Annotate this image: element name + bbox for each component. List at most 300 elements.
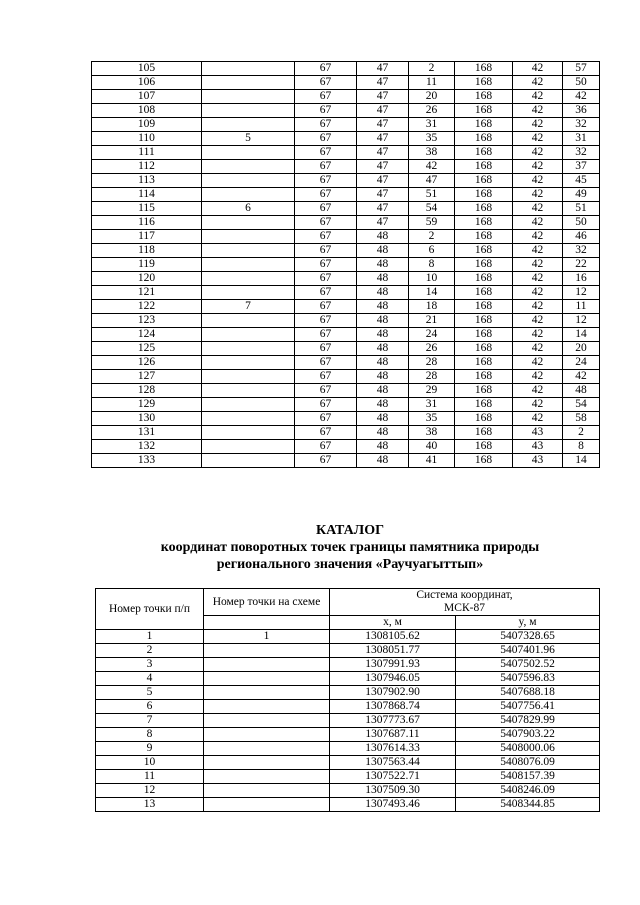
table-cell: 28 [409,370,455,384]
table-cell: 106 [92,76,202,90]
table-cell [202,160,295,174]
header-system-line1: Система координат, [416,589,513,601]
table-cell: 67 [295,314,357,328]
table-cell: 14 [563,328,600,342]
table-cell: 168 [455,62,513,76]
table-cell: 168 [455,132,513,146]
table-cell: 5407903.22 [456,728,600,742]
table-cell [202,412,295,426]
table-cell: 124 [92,328,202,342]
table-cell: 42 [513,356,563,370]
table-cell: 1 [204,630,330,644]
table-cell: 168 [455,272,513,286]
table-cell: 122 [92,300,202,314]
table-cell: 42 [513,286,563,300]
table-cell: 48 [357,412,409,426]
table-cell: 59 [409,216,455,230]
table-cell: 28 [409,356,455,370]
table-cell: 1 [96,630,204,644]
table-cell: 12 [96,784,204,798]
table-cell: 42 [513,76,563,90]
table-cell: 67 [295,118,357,132]
header-scheme-number: Номер точки на схеме [204,589,330,616]
table-cell: 48 [357,440,409,454]
table-cell [202,104,295,118]
table-cell: 47 [357,188,409,202]
table-cell: 168 [455,286,513,300]
table-cell: 168 [455,356,513,370]
table-cell: 168 [455,244,513,258]
table-cell: 42 [513,146,563,160]
table-cell: 6 [96,700,204,714]
table-row [92,174,600,188]
table-cell [202,90,295,104]
table-cell: 168 [455,412,513,426]
table-cell: 168 [455,300,513,314]
table-cell: 29 [409,384,455,398]
table-cell: 48 [357,244,409,258]
table-cell: 11 [563,300,600,314]
table-row [92,426,600,440]
table-cell: 5407829.99 [456,714,600,728]
table-cell [204,658,330,672]
table-cell: 48 [357,454,409,468]
table-cell: 42 [513,328,563,342]
table-cell: 4 [96,672,204,686]
table-cell: 67 [295,426,357,440]
table-cell: 24 [563,356,600,370]
table-cell: 3 [96,658,204,672]
table-cell: 67 [295,174,357,188]
table-cell: 45 [563,174,600,188]
table-cell: 26 [409,104,455,118]
table-cell: 14 [563,454,600,468]
table-cell: 50 [563,76,600,90]
table-cell: 42 [513,300,563,314]
table-cell: 36 [563,104,600,118]
table-cell: 47 [357,160,409,174]
table-row [96,644,600,658]
table-cell: 168 [455,454,513,468]
table-cell: 67 [295,328,357,342]
table-cell: 32 [563,118,600,132]
table-cell: 67 [295,412,357,426]
table-cell: 168 [455,426,513,440]
table-cell: 5 [202,132,295,146]
table-row [96,798,600,812]
table-cell: 116 [92,216,202,230]
table-cell: 117 [92,230,202,244]
table-cell: 37 [563,160,600,174]
table-cell: 168 [455,104,513,118]
table-cell: 18 [409,300,455,314]
table-cell [202,272,295,286]
table-cell: 67 [295,230,357,244]
table-cell: 115 [92,202,202,216]
table-cell: 50 [563,216,600,230]
table-row [92,90,600,104]
table-cell: 49 [563,188,600,202]
table-cell: 67 [295,132,357,146]
table-cell [204,700,330,714]
table-cell: 114 [92,188,202,202]
table-cell: 26 [409,342,455,356]
table-cell [202,258,295,272]
table-cell: 14 [409,286,455,300]
table-row [92,286,600,300]
table-cell: 48 [357,370,409,384]
table-row [92,118,600,132]
table-cell [202,62,295,76]
table-cell: 67 [295,188,357,202]
table-cell [202,370,295,384]
table-row [96,686,600,700]
table-cell: 168 [455,398,513,412]
header-scheme-blank [204,616,330,630]
table-cell [202,286,295,300]
table-row [96,770,600,784]
table-cell: 128 [92,384,202,398]
table-cell: 1307687.11 [330,728,456,742]
table-cell: 1307509.30 [330,784,456,798]
table-row [96,658,600,672]
table-cell: 168 [455,440,513,454]
table-row [92,244,600,258]
table-cell: 2 [409,230,455,244]
table-cell: 48 [357,230,409,244]
table-cell [202,216,295,230]
table-cell [202,384,295,398]
table-row [92,132,600,146]
table-cell: 48 [357,258,409,272]
table-row [92,342,600,356]
table-cell: 67 [295,356,357,370]
table-cell: 2 [409,62,455,76]
table-cell: 67 [295,370,357,384]
table-cell [204,784,330,798]
table-cell: 58 [563,412,600,426]
table-cell: 121 [92,286,202,300]
table-cell: 1307868.74 [330,700,456,714]
table-cell: 5408000.06 [456,742,600,756]
table-cell: 1307902.90 [330,686,456,700]
catalog-subtitle-line2: регионального значения «Раучуагыттып» [216,557,484,572]
table-cell: 31 [409,118,455,132]
table-cell: 48 [357,426,409,440]
table-cell: 48 [357,272,409,286]
table-cell: 168 [455,258,513,272]
table-cell: 7 [96,714,204,728]
table-cell [202,230,295,244]
table-cell: 40 [409,440,455,454]
header-x: x, м [330,616,456,630]
table-cell [204,714,330,728]
table-cell: 5408157.39 [456,770,600,784]
table-cell: 47 [409,174,455,188]
table-cell: 1308051.77 [330,644,456,658]
table-cell: 48 [357,342,409,356]
table-cell: 67 [295,76,357,90]
table-row [96,630,600,644]
table-cell: 67 [295,202,357,216]
table-cell [204,742,330,756]
table-row [96,700,600,714]
table-cell: 11 [96,770,204,784]
table-cell: 5407401.96 [456,644,600,658]
table-cell: 168 [455,188,513,202]
table-cell: 67 [295,160,357,174]
table-cell: 43 [513,426,563,440]
table-cell: 47 [357,104,409,118]
table-cell: 47 [357,118,409,132]
table-row [96,714,600,728]
table-cell: 168 [455,118,513,132]
table-cell: 16 [563,272,600,286]
table-cell: 48 [357,286,409,300]
table-cell [202,188,295,202]
table-cell: 2 [563,426,600,440]
table-cell: 108 [92,104,202,118]
table-row [92,76,600,90]
table-cell: 42 [513,412,563,426]
table-cell: 47 [357,76,409,90]
table-cell: 67 [295,440,357,454]
table-cell: 5408076.09 [456,756,600,770]
table-cell: 67 [295,286,357,300]
table-row [92,440,600,454]
table-cell: 42 [513,174,563,188]
table-cell [204,728,330,742]
header-coordinate-system [330,589,600,616]
table-row [92,146,600,160]
table-cell: 5407502.52 [456,658,600,672]
table-cell: 10 [409,272,455,286]
table-cell: 67 [295,62,357,76]
table-row [92,62,600,76]
table-cell [202,314,295,328]
table-cell: 42 [513,314,563,328]
table-cell: 31 [409,398,455,412]
table-cell: 131 [92,426,202,440]
table-cell [202,174,295,188]
table-row [92,454,600,468]
table-cell: 48 [357,314,409,328]
table-cell [202,146,295,160]
table-cell: 125 [92,342,202,356]
table-cell: 5408246.09 [456,784,600,798]
table-row [96,756,600,770]
table-cell: 168 [455,202,513,216]
table-cell: 54 [563,398,600,412]
table-cell: 20 [409,90,455,104]
table-cell: 42 [513,398,563,412]
table-cell: 48 [357,398,409,412]
table-row [92,412,600,426]
table-cell: 113 [92,174,202,188]
table-cell: 42 [513,370,563,384]
table-cell [204,756,330,770]
table-cell: 5 [96,686,204,700]
table-row [92,188,600,202]
table-cell: 13 [96,798,204,812]
table-cell [202,356,295,370]
table-cell: 67 [295,384,357,398]
table-cell: 5407756.41 [456,700,600,714]
table-row [92,160,600,174]
table-cell: 1307773.67 [330,714,456,728]
table-cell: 32 [563,146,600,160]
table-cell: 6 [202,202,295,216]
table-cell [202,76,295,90]
table-cell: 42 [513,216,563,230]
table-row [96,672,600,686]
table-cell: 43 [513,454,563,468]
table-cell: 129 [92,398,202,412]
table-cell: 67 [295,454,357,468]
table-row [92,314,600,328]
table-cell: 42 [513,104,563,118]
table-cell: 1307991.93 [330,658,456,672]
table-cell: 35 [409,132,455,146]
table-cell: 168 [455,146,513,160]
header-point-number: Номер точки п/п [96,589,204,630]
table-cell [204,798,330,812]
table-cell: 47 [357,202,409,216]
table-cell: 48 [357,300,409,314]
table-cell: 47 [357,62,409,76]
table-row [96,784,600,798]
table-cell [202,342,295,356]
table-row [92,356,600,370]
table-cell: 51 [563,202,600,216]
table-cell: 42 [513,118,563,132]
table-row [92,370,600,384]
table-cell: 6 [409,244,455,258]
table-cell: 107 [92,90,202,104]
table-cell: 46 [563,230,600,244]
table-cell: 109 [92,118,202,132]
coordinates-table-continued [91,61,600,468]
table-cell: 42 [513,230,563,244]
table-cell: 41 [409,454,455,468]
table-cell: 1307522.71 [330,770,456,784]
table-row [92,202,600,216]
catalog-table [95,588,600,812]
table-cell: 112 [92,160,202,174]
table-cell: 1307493.46 [330,798,456,812]
table-cell [204,672,330,686]
table-row [92,258,600,272]
table-cell: 5408344.85 [456,798,600,812]
table-cell: 1307614.33 [330,742,456,756]
table-row [92,104,600,118]
header-system-line2: МСК-87 [444,602,485,614]
table-cell: 130 [92,412,202,426]
table-cell: 67 [295,398,357,412]
table-cell: 105 [92,62,202,76]
table-cell [202,454,295,468]
table-cell: 67 [295,104,357,118]
table-cell: 67 [295,272,357,286]
table-cell: 168 [455,370,513,384]
table-cell: 47 [357,132,409,146]
table-cell: 8 [563,440,600,454]
table-cell: 48 [563,384,600,398]
table-cell: 168 [455,328,513,342]
table-cell: 1308105.62 [330,630,456,644]
header-y: y, м [456,616,600,630]
table-cell: 67 [295,300,357,314]
table-cell: 110 [92,132,202,146]
table-cell: 168 [455,314,513,328]
table-cell: 132 [92,440,202,454]
table-cell: 47 [357,174,409,188]
table-cell: 119 [92,258,202,272]
table-cell: 42 [563,370,600,384]
table-cell: 38 [409,146,455,160]
table-cell [202,440,295,454]
table-cell: 5407328.65 [456,630,600,644]
table-cell: 57 [563,62,600,76]
table-row [96,742,600,756]
table-cell: 1307563.44 [330,756,456,770]
table-cell: 67 [295,146,357,160]
table-cell: 22 [563,258,600,272]
table-cell: 67 [295,258,357,272]
table-cell [204,644,330,658]
table-cell: 31 [563,132,600,146]
table-cell: 42 [513,244,563,258]
table-cell: 5407688.18 [456,686,600,700]
table-cell: 9 [96,742,204,756]
catalog-title [60,522,640,573]
table-cell: 42 [563,90,600,104]
table-cell: 48 [357,356,409,370]
table-cell: 8 [409,258,455,272]
table-cell: 42 [513,258,563,272]
table-cell [202,244,295,258]
table-cell: 42 [513,342,563,356]
table-cell: 42 [513,62,563,76]
table-cell: 2 [96,644,204,658]
table-cell: 7 [202,300,295,314]
table-cell: 42 [513,160,563,174]
table-cell: 168 [455,342,513,356]
table-cell: 24 [409,328,455,342]
table-cell: 118 [92,244,202,258]
table-cell: 21 [409,314,455,328]
table-cell: 111 [92,146,202,160]
catalog-subtitle-line1: координат поворотных точек границы памятника природы [160,540,540,555]
table-cell: 120 [92,272,202,286]
table-cell: 10 [96,756,204,770]
table-cell: 133 [92,454,202,468]
table-cell [204,686,330,700]
table-cell [202,118,295,132]
table-row [92,216,600,230]
table-cell: 43 [513,440,563,454]
table-cell: 42 [513,132,563,146]
table-cell: 168 [455,90,513,104]
table-cell: 67 [295,244,357,258]
table-cell: 48 [357,384,409,398]
table-cell [204,770,330,784]
catalog-heading: КАТАЛОГ [315,523,384,538]
table-cell: 20 [563,342,600,356]
table-cell: 168 [455,76,513,90]
table-cell: 38 [409,426,455,440]
table-cell: 168 [455,230,513,244]
